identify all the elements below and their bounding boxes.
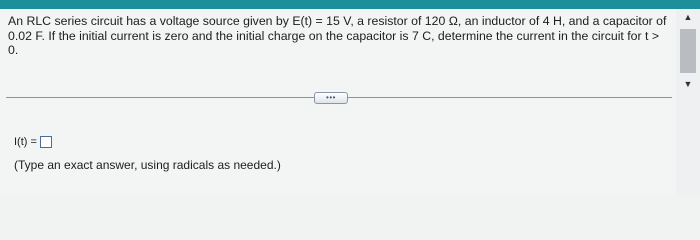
answer-input[interactable] (40, 136, 52, 148)
answer-label: I(t) = (14, 136, 37, 148)
question-text: An RLC series circuit has a voltage source given by E(t) = 15 V, a resistor of 120 Ω, an inductor of 4 H, and a capacitor of 0.02 F. If the initial current is zero and the initial charge on the capacitor is 7 C, determine the current in the circuit for t > 0. (8, 14, 667, 57)
scroll-thumb[interactable] (680, 29, 696, 73)
scroll-up-icon[interactable]: ▲ (683, 12, 693, 22)
scroll-down-icon[interactable]: ▼ (683, 79, 693, 89)
answer-row (14, 135, 52, 149)
question-panel (0, 9, 676, 195)
top-band (0, 0, 700, 9)
vertical-scrollbar[interactable] (676, 9, 700, 195)
answer-hint: (Type an exact answer, using radicals as needed.) (14, 158, 281, 172)
expand-more-button[interactable]: ••• (314, 92, 348, 104)
